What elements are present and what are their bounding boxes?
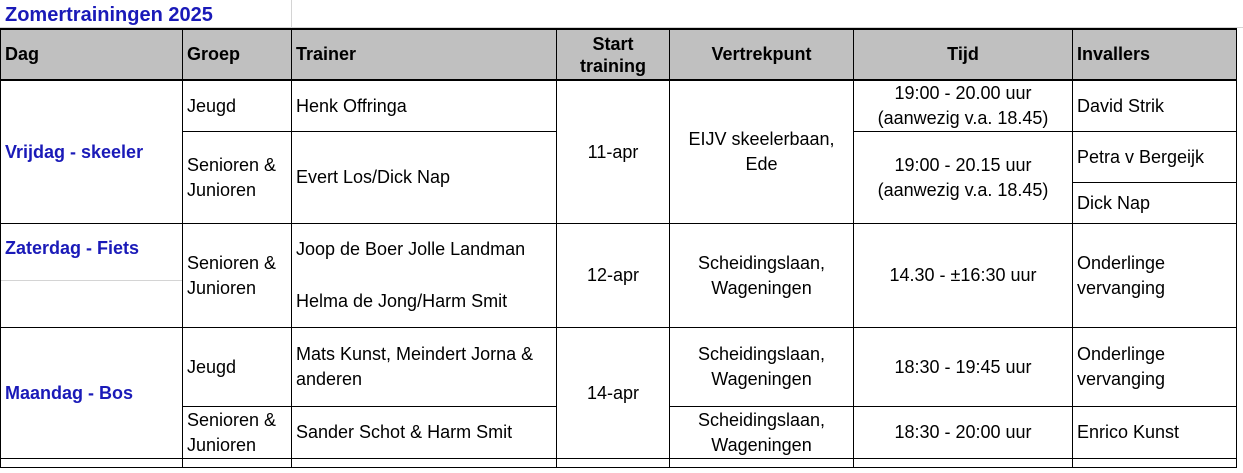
vertrekpunt-cell[interactable]: Scheidingslaan, Wageningen [670, 328, 854, 407]
empty-cell[interactable] [183, 459, 292, 468]
empty-cell[interactable] [292, 459, 557, 468]
trainer-cell[interactable]: Evert Los/Dick Nap [292, 132, 557, 224]
empty-cell[interactable] [670, 459, 854, 468]
schedule-table [0, 28, 1237, 468]
header-row [1, 29, 1237, 80]
groep-cell[interactable]: Senioren & Junioren [183, 224, 292, 328]
day-maandag[interactable]: Maandag - Bos [1, 328, 183, 459]
empty-cell[interactable] [557, 459, 670, 468]
trainer-cell[interactable]: Sander Schot & Harm Smit [292, 407, 557, 459]
table-row [1, 224, 1237, 276]
trainer-cell[interactable]: Henk Offringa [292, 80, 557, 132]
trainer-cell[interactable]: Mats Kunst, Meindert Jorna & anderen [292, 328, 557, 407]
start-cell[interactable]: 14-apr [557, 328, 670, 459]
invaller-cell[interactable]: Enrico Kunst [1073, 407, 1237, 459]
start-cell[interactable]: 12-apr [557, 224, 670, 328]
tijd-cell[interactable]: 14.30 - ±16:30 uur [854, 224, 1073, 328]
groep-cell[interactable]: Senioren & Junioren [183, 132, 292, 224]
trainer-cell[interactable]: Helma de Jong/Harm Smit [292, 276, 557, 328]
invaller-cell[interactable]: Petra v Bergeijk [1073, 132, 1237, 183]
table-row [1, 459, 1237, 468]
groep-cell[interactable]: Senioren & Junioren [183, 407, 292, 459]
invaller-cell[interactable]: David Strik [1073, 80, 1237, 132]
start-cell[interactable]: 11-apr [557, 80, 670, 224]
header-tijd[interactable]: Tijd [854, 29, 1073, 80]
table-row [1, 328, 1237, 407]
day-vrijdag[interactable]: Vrijdag - skeeler [1, 80, 183, 224]
tijd-cell[interactable]: 18:30 - 19:45 uur [854, 328, 1073, 407]
groep-cell[interactable]: Jeugd [183, 328, 292, 407]
tijd-cell[interactable]: 18:30 - 20:00 uur [854, 407, 1073, 459]
trainer-cell[interactable]: Joop de Boer Jolle Landman [292, 224, 557, 276]
invaller-cell[interactable]: Onderlinge vervanging [1073, 224, 1237, 328]
tijd-cell[interactable]: 19:00 - 20.00 uur (aanwezig v.a. 18.45) [854, 80, 1073, 132]
sheet-title: Zomertrainingen 2025 [5, 4, 213, 26]
table-row [1, 80, 1237, 132]
groep-cell[interactable]: Jeugd [183, 80, 292, 132]
day-zaterdag[interactable]: Zaterdag - Fiets [1, 224, 183, 328]
vertrekpunt-cell[interactable]: EIJV skeelerbaan, Ede [670, 80, 854, 224]
header-vertrekpunt[interactable]: Vertrekpunt [670, 29, 854, 80]
vertrekpunt-cell[interactable]: Scheidingslaan, Wageningen [670, 224, 854, 328]
header-dag[interactable]: Dag [1, 29, 183, 80]
empty-cell[interactable] [854, 459, 1073, 468]
empty-cell[interactable] [1073, 459, 1237, 468]
header-groep[interactable]: Groep [183, 29, 292, 80]
tijd-cell[interactable]: 19:00 - 20.15 uur (aanwezig v.a. 18.45) [854, 132, 1073, 224]
header-start-training[interactable]: Start training [557, 29, 670, 80]
header-invallers[interactable]: Invallers [1073, 29, 1237, 80]
header-trainer[interactable]: Trainer [292, 29, 557, 80]
invaller-cell[interactable]: Onderlinge vervanging [1073, 328, 1237, 407]
vertrekpunt-cell[interactable]: Scheidingslaan, Wageningen [670, 407, 854, 459]
empty-cell[interactable] [1, 459, 183, 468]
invaller-cell[interactable]: Dick Nap [1073, 183, 1237, 224]
